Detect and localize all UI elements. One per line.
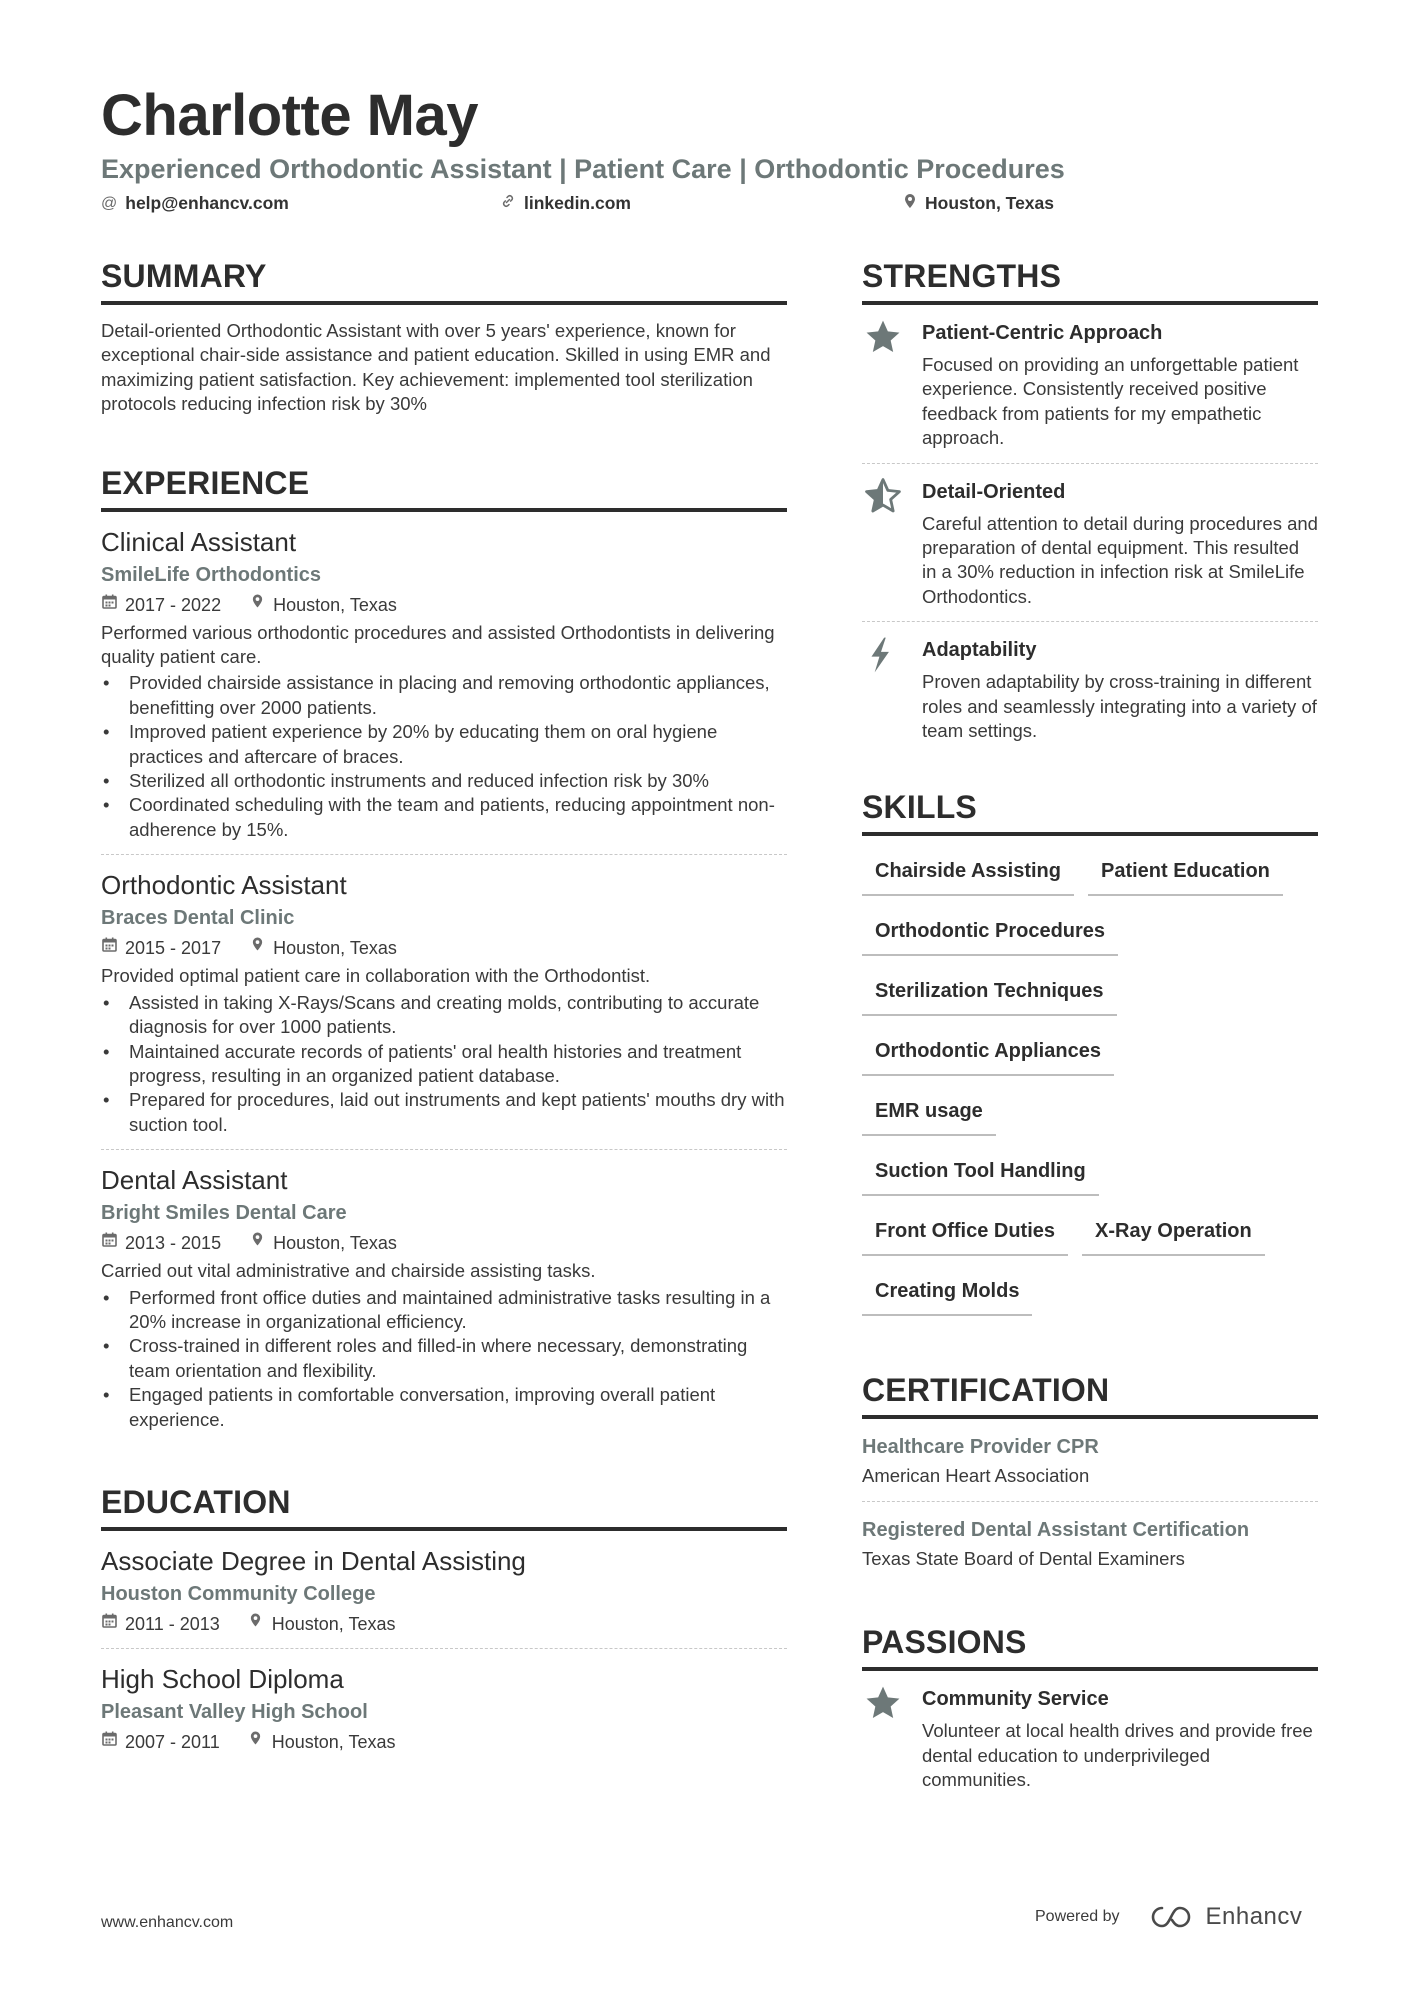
footer-website[interactable]: www.enhancv.com (101, 1914, 234, 1931)
location-pin-icon (249, 593, 265, 617)
skill-tag: Orthodontic Procedures (862, 910, 1118, 956)
experience-entry (101, 855, 787, 1150)
education-meta (101, 1612, 787, 1636)
calendar-icon (101, 936, 117, 960)
skills-section (862, 789, 1318, 1330)
strength-item (862, 305, 1318, 464)
strength-item (862, 622, 1318, 755)
job-title: Clinical Assistant (101, 526, 297, 557)
certification-title: Registered Dental Assistant Certification (862, 1519, 1250, 1542)
linkedin-text[interactable]: linkedin.com (524, 193, 631, 213)
company-name: Braces Dental Clinic (101, 907, 295, 930)
education-location: Houston, Texas (271, 1613, 396, 1634)
passion-text: Volunteer at local health drives and provide free dental education to underprivileged communities. (922, 1720, 1313, 1791)
skill-tag: X-Ray Operation (1082, 1210, 1265, 1256)
company-name: Bright Smiles Dental Care (101, 1202, 347, 1225)
education-dates: 2011 - 2013 (125, 1613, 220, 1634)
strength-item (862, 464, 1318, 623)
calendar-icon (101, 593, 117, 617)
bullet-item: • Performed front office duties and maintained administrative tasks resulting in a 20% increase in organizational efficiency. (101, 1286, 787, 1335)
skills-list (862, 850, 1318, 1330)
strength-text: Proven adaptability by cross-training in different roles and seamlessly integrating into a variety of team settings. (922, 671, 1317, 742)
section-title-education: EDUCATION (101, 1484, 787, 1531)
location-pin-icon (249, 936, 265, 960)
email-text[interactable]: help@enhancv.com (125, 193, 289, 213)
education-location: Houston, Texas (271, 1731, 396, 1752)
skill-tag: Chairside Assisting (862, 850, 1074, 896)
candidate-name: Charlotte May (101, 83, 479, 148)
bullet-item: • Engaged patients in comfortable conversation, improving overall patient experience. (101, 1383, 787, 1432)
at-icon: @ (101, 194, 118, 212)
job-dates: 2017 - 2022 (125, 594, 222, 615)
section-title-passions: PASSIONS (862, 1624, 1318, 1671)
bullet-item: • Improved patient experience by 20% by educating them on oral hygiene practices and aftercare of braces. (101, 720, 787, 769)
experience-section (101, 465, 787, 1444)
strength-text: Careful attention to detail during procedures and preparation of dental equipment. This resulted in a 30% reduction in infection risk at SmileLife Orthodontics. (922, 512, 1318, 607)
passions-section (862, 1624, 1318, 1804)
passion-title: Community Service (922, 1688, 1109, 1711)
job-location: Houston, Texas (273, 1233, 397, 1254)
skill-tag: EMR usage (862, 1090, 996, 1136)
bullet-item: • Coordinated scheduling with the team and patients, reducing appointment non-adherence by 15%. (101, 793, 787, 842)
job-dates: 2015 - 2017 (125, 938, 222, 959)
calendar-icon (101, 1730, 117, 1754)
star-icon (862, 1685, 922, 1792)
strength-title: Adaptability (922, 639, 1037, 662)
skill-tag: Sterilization Techniques (862, 970, 1117, 1016)
company-name: SmileLife Orthodontics (101, 563, 322, 586)
powered-by-text: Powered by (1035, 1908, 1120, 1925)
job-description: Performed various orthodontic procedures and assisted Orthodontists in delivering quality patient care. (101, 621, 775, 668)
contact-email[interactable] (101, 193, 289, 214)
bullet-item: • Provided chairside assistance in placing and removing orthodontic appliances, benefitting over 2000 patients. (101, 671, 787, 720)
education-entry (101, 1649, 787, 1766)
job-location: Houston, Texas (273, 938, 397, 959)
star-icon (862, 319, 922, 451)
certification-section (862, 1372, 1318, 1584)
job-bullets (101, 671, 787, 842)
job-location: Houston, Texas (273, 594, 397, 615)
section-title-experience: EXPERIENCE (101, 465, 787, 512)
skill-tag: Orthodontic Appliances (862, 1030, 1114, 1076)
location-pin-icon (903, 193, 917, 214)
calendar-icon (101, 1231, 117, 1255)
candidate-headline: Experienced Orthodontic Assistant | Patient Care | Orthodontic Procedures (101, 154, 1065, 184)
skill-tag: Patient Education (1088, 850, 1283, 896)
summary-text: Detail-oriented Orthodontic Assistant with over 5 years' experience, known for exceptional chair-side assistance and patient education. Skilled in using EMR and maximizing patient satisfaction. Key achievement: implemented tool sterilization protocols reducing infection risk by 30% (101, 320, 771, 415)
job-title: Orthodontic Assistant (101, 870, 347, 901)
job-bullets (101, 1286, 787, 1432)
certification-org: American Heart Association (862, 1465, 1090, 1487)
job-bullets (101, 991, 787, 1137)
location-pin-icon (248, 1730, 264, 1754)
location-pin-icon (248, 1612, 264, 1636)
strength-title: Patient-Centric Approach (922, 322, 1163, 344)
right-column (862, 258, 1318, 1805)
star-half-icon (862, 478, 922, 610)
strengths-section (862, 258, 1318, 755)
contact-location (903, 193, 1054, 214)
enhancv-logo-icon (1148, 1904, 1196, 1930)
bullet-item: • Cross-trained in different roles and filled-in where necessary, demonstrating team orientation and flexibility. (101, 1334, 787, 1383)
school-name: Pleasant Valley High School (101, 1700, 368, 1723)
section-title-strengths: STRENGTHS (862, 258, 1318, 305)
bullet-item: • Sterilized all orthodontic instruments and reduced infection risk by 30% (101, 769, 787, 793)
section-title-certification: CERTIFICATION (862, 1372, 1318, 1419)
footer-branding[interactable] (1035, 1903, 1302, 1931)
skill-tag: Creating Molds (862, 1270, 1032, 1316)
bullet-item: • Maintained accurate records of patients' oral health histories and treatment progress, resulting in an organized patient database. (101, 1040, 787, 1089)
experience-entry (101, 512, 787, 856)
location-text: Houston, Texas (925, 193, 1055, 213)
job-meta (101, 593, 787, 617)
degree-title: Associate Degree in Dental Assisting (101, 1545, 526, 1576)
link-icon (500, 193, 516, 214)
certification-item (862, 1502, 1318, 1584)
location-pin-icon (249, 1231, 265, 1255)
certification-title: Healthcare Provider CPR (862, 1436, 1099, 1459)
section-title-summary: SUMMARY (101, 258, 787, 305)
skill-tag: Front Office Duties (862, 1210, 1068, 1256)
degree-title: High School Diploma (101, 1663, 344, 1694)
contact-linkedin[interactable] (500, 193, 631, 214)
education-section (101, 1484, 787, 1766)
certification-item (862, 1419, 1318, 1502)
job-meta (101, 1231, 787, 1255)
job-meta (101, 936, 787, 960)
left-column (101, 258, 787, 1766)
education-meta (101, 1730, 787, 1754)
school-name: Houston Community College (101, 1582, 376, 1605)
lightning-icon (862, 636, 922, 743)
calendar-icon (101, 1612, 117, 1636)
job-title: Dental Assistant (101, 1165, 288, 1196)
job-description: Carried out vital administrative and chairside assisting tasks. (101, 1260, 596, 1282)
strength-title: Detail-Oriented (922, 480, 1066, 503)
brand-logo[interactable] (1148, 1903, 1303, 1931)
brand-name: Enhancv (1205, 1903, 1303, 1930)
section-title-skills: SKILLS (862, 789, 1318, 836)
skill-tag: Suction Tool Handling (862, 1150, 1099, 1196)
bullet-item: • Prepared for procedures, laid out instruments and kept patients' mouths dry with suction tool. (101, 1088, 787, 1137)
job-description: Provided optimal patient care in collaboration with the Orthodontist. (101, 965, 651, 987)
bullet-item: • Assisted in taking X-Rays/Scans and creating molds, contributing to accurate diagnosis for over 1000 patients. (101, 991, 787, 1040)
passion-item (862, 1671, 1318, 1804)
summary-section (101, 258, 787, 417)
experience-entry (101, 1150, 787, 1444)
certification-org: Texas State Board of Dental Examiners (862, 1548, 1185, 1570)
strength-text: Focused on providing an unforgettable patient experience. Consistently received positive feedback from patients for my empathetic approach. (922, 354, 1299, 449)
education-dates: 2007 - 2011 (125, 1731, 220, 1752)
education-entry (101, 1531, 787, 1649)
job-dates: 2013 - 2015 (125, 1233, 222, 1254)
